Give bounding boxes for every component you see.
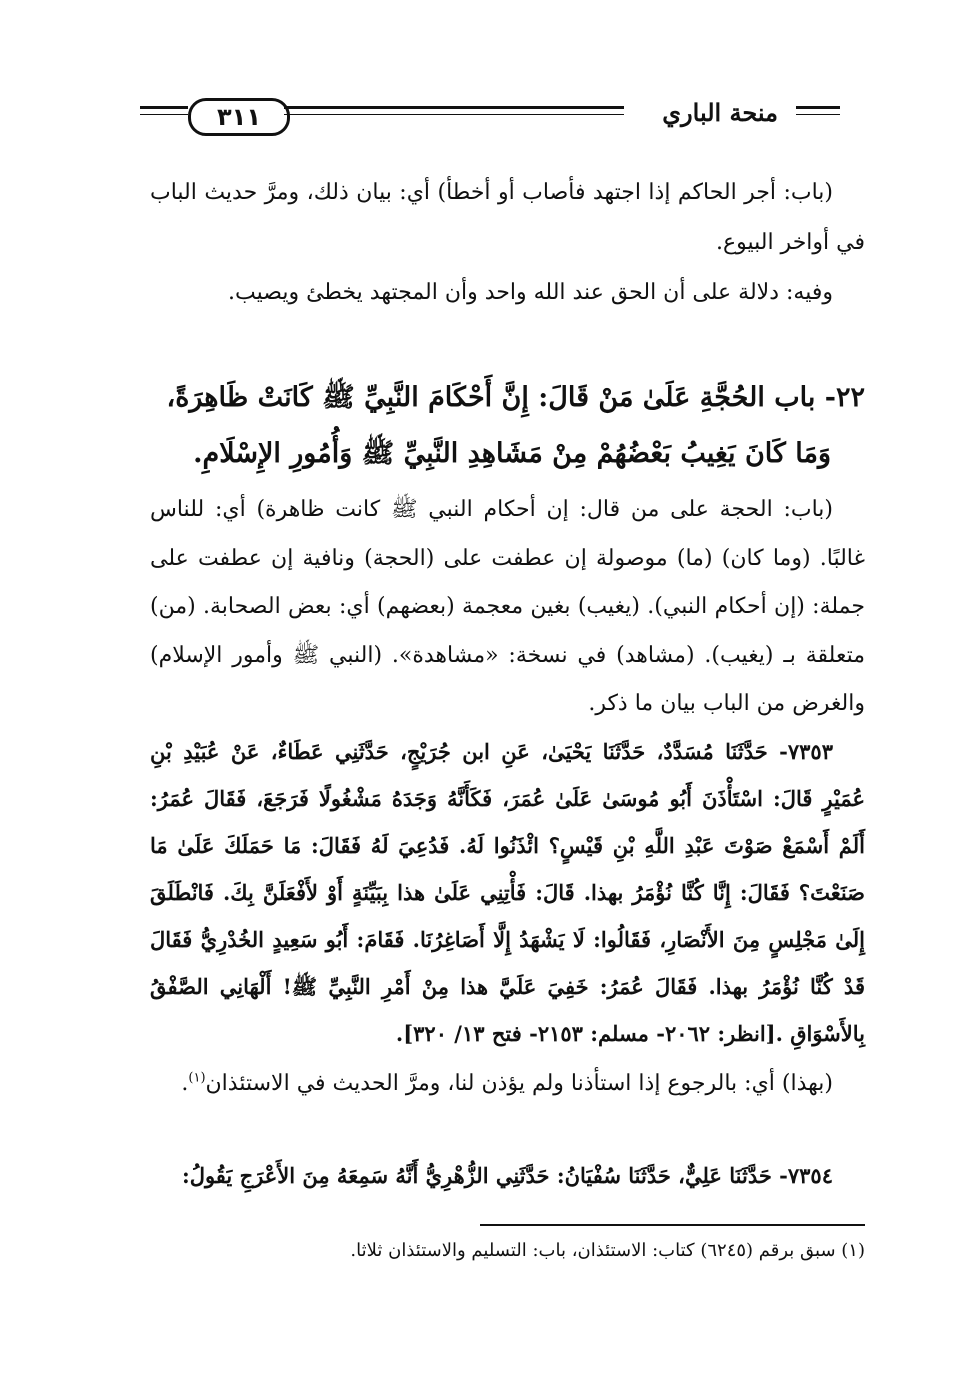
hadith-7353 (150, 728, 865, 1057)
explanation-text: (بهذا) أي: بالرجوع إذا استأذنا ولم يؤذن لنا، ومرَّ الحديث في الاستئذان (205, 1071, 833, 1096)
hadith-7354-text: ٧٣٥٤- حَدَّثَنَا عَلِيٌّ، حَدَّثَنَا سُفْيَانُ: حَدَّثَنِي الزُّهْرِيُّ أَنَّهُ سَمِعَهُ مِنَ الأَعْرَجِ يَقُولُ: (181, 1163, 833, 1188)
page-number: ٣١١ (188, 98, 290, 136)
hadith-7353-text: ٧٣٥٣- حَدَّثَنَا مُسَدَّدٌ، حَدَّثَنَا يَحْيَىٰ، عَنِ ابن جُرَيْجٍ، حَدَّثَنِي عَطَاءٌ، عَنْ عُبَيْدِ بْنِ عُمَيْرٍ قَالَ: اسْتَأْذَنَ أَبُو مُوسَىٰ عَلَىٰ عُمَرَ، فَكَأَنَّهُ وَجَدَهُ مَشْغُولًا فَرَجَعَ، فَقَالَ عُمَرُ: أَلَمْ أَسْمَعْ صَوْتَ عَبْدِ اللَّهِ بْنِ قَيْسٍ؟ ائْذَنُوا لَهُ. فَدُعِيَ لَهُ فَقَالَ: مَا حَمَلَكَ عَلَىٰ مَا صَنَعْتَ؟ فَقَالَ: إِنَّا كُنَّا نُؤْمَرُ بهذا. قَالَ: فَأْتِنِي عَلَىٰ هذا بِبَيِّنَةٍ أَوْ لأَفْعَلَنَّ بِكَ. فَانْطَلَقَ إِلَىٰ مَجْلِسٍ مِنَ الأَنْصَارِ، فَقَالُوا: لَا يَشْهَدُ إِلَّا أَصَاغِرُنَا. فَقَامَ: أَبُو سَعِيدٍ الخُدْرِيُّ فَقَالَ قَدْ كُنَّا نُؤْمَرُ بهذا. فَقَالَ عُمَرُ: خَفِيَ عَلَيَّ هذا مِنْ أَمْرِ النَّبِيِّ ﷺ! أَلْهَانِي الصَّفْقُ بِالأَسْوَاقِ .[انظر: ٢٠٦٢- مسلم: ٢١٥٣- فتح ١٣/ ٣٢٠]. (150, 739, 865, 1046)
paragraph-chapter-21-summary: (باب: أجر الحاكم إذا اجتهد فأصاب أو أخطأ) أي: بيان ذلك، ومرَّ حديث الباب في أواخر البيوع. (150, 180, 865, 255)
paragraph-chapter-21-benefit: وفيه: دلالة على أن الحق عند الله واحد وأن المجتهد يخطئ ويصيب. (228, 280, 833, 305)
footnote-separator (480, 1224, 865, 1226)
header-rule-right (796, 106, 840, 109)
page-header (140, 92, 840, 142)
commentary-paragraph: (باب: الحجة على من قال: إن أحكام النبي ﷺ كانت ظاهرة) أي: للناس غالبًا. (وما كان) (ما) موصولة إن عطفت على (الحجة) ونافية إن عطفت على جملة: (إن أحكام النبي). (يغيب) بغين معجمة (بعضهم) أي: بعض الصحابة. (من) متعلقة بـ (يغيب). (مشاهد) في نسخة: «مشاهدة». (النبي ﷺ وأمور الإسلام) والغرض من الباب بيان ما ذكر. (150, 497, 865, 716)
top-commentary (150, 168, 865, 318)
chapter-heading (150, 370, 865, 482)
header-rule-left (140, 106, 188, 109)
chapter-heading-line-2: وَمَا كَانَ يَغِيبُ بَعْضُهُمْ مِنْ مَشَاهِدِ النَّبِيِّ ﷺ وَأُمُورِ الإِسْلَامِ. (193, 438, 831, 469)
explanation-paragraph: (بهذا) أي: بالرجوع إذا استأذنا ولم يؤذن لنا، ومرَّ الحديث في الاستئذان$^{(١)}$. (181, 1070, 833, 1096)
hadith-7354 (150, 1152, 865, 1199)
header-rule-right-thin (796, 114, 840, 115)
footnote-marker: (١) (188, 1070, 206, 1086)
header-rule-middle (284, 106, 624, 109)
hadith-7353-explanation (150, 1060, 865, 1108)
running-title: منحة الباري (662, 98, 778, 127)
footnote: (١) سبق برقم (٦٢٤٥) كتاب: الاستئذان، باب: التسليم والاستئذان ثلاثا. (350, 1240, 865, 1261)
header-rule-middle-thin (284, 114, 624, 115)
header-rule-left-thin (140, 114, 188, 115)
chapter-heading-line-1: ٢٢- باب الحُجَّةِ عَلَىٰ مَنْ قَالَ: إِنَّ أَحْكَامَ النَّبِيِّ ﷺ كَانَتْ ظَاهِرَةً، (166, 382, 865, 413)
chapter-22-commentary (150, 486, 865, 729)
